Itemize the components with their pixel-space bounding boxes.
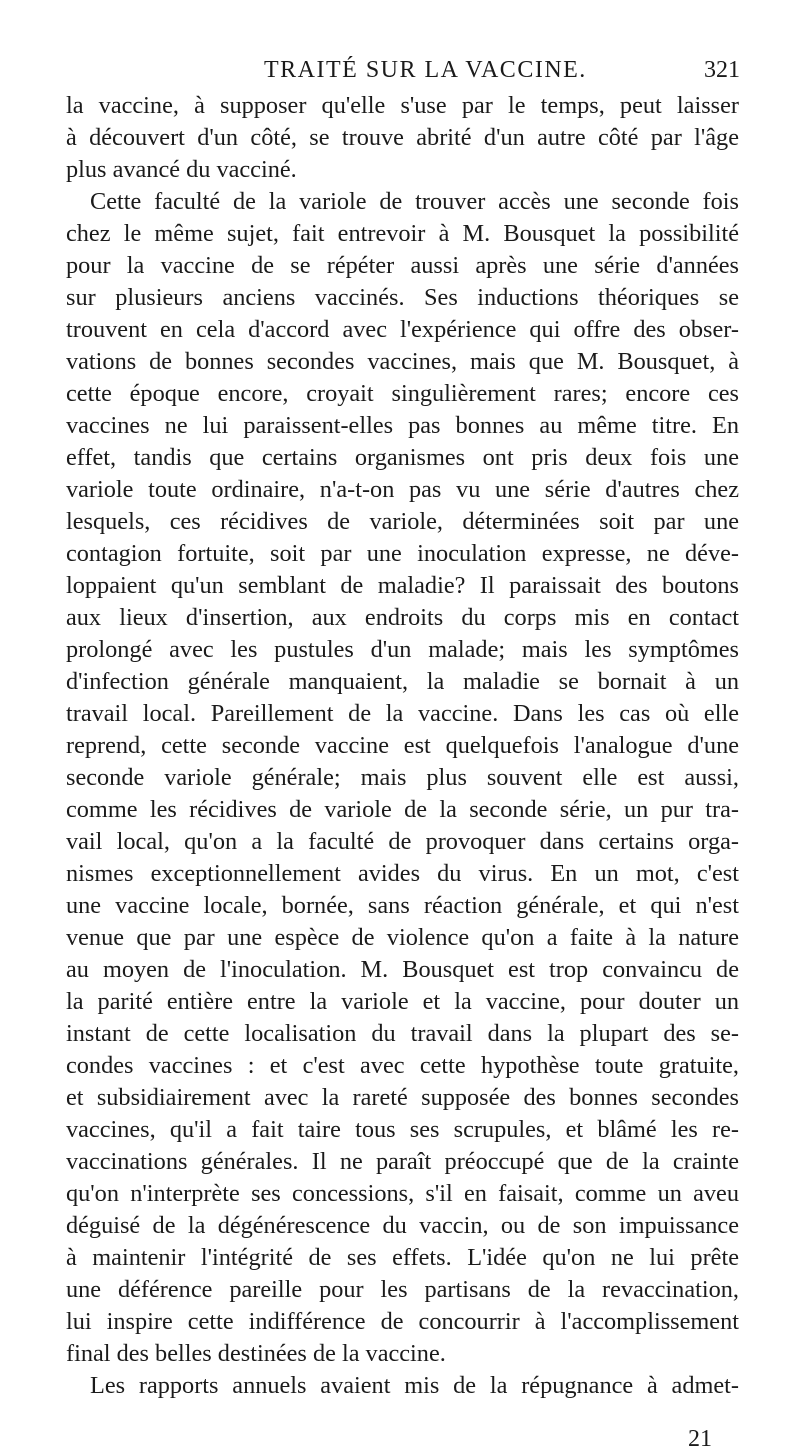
text-line: aux lieux d'insertion, aux endroits du corps mis en contact <box>66 604 739 631</box>
text-line: seconde variole générale; mais plus souvent elle est aussi, <box>66 764 739 791</box>
text-line: une vaccine locale, bornée, sans réaction générale, et qui n'est <box>66 892 739 919</box>
text-line: final des belles destinées de la vaccine. <box>66 1340 446 1367</box>
text-line: au moyen de l'inoculation. M. Bousquet est trop convaincu de <box>66 956 739 983</box>
running-title: TRAITÉ SUR LA VACCINE. <box>264 57 587 83</box>
text-line: variole toute ordinaire, n'a-t-on pas vu une série d'autres chez <box>66 476 739 503</box>
text-line: effet, tandis que certains organismes ont pris deux fois une <box>66 444 739 471</box>
text-line: pour la vaccine de se répéter aussi après une série d'années <box>66 252 739 279</box>
text-line: vaccines, qu'il a fait taire tous ses scrupules, et blâmé les re- <box>66 1116 739 1143</box>
text-line: et subsidiairement avec la rareté supposée des bonnes secondes <box>66 1084 739 1111</box>
text-line: comme les récidives de variole de la seconde série, un pur tra- <box>66 796 739 823</box>
text-line: instant de cette localisation du travail dans la plupart des se- <box>66 1020 739 1047</box>
text-line: lui inspire cette indifférence de concourrir à l'accomplissement <box>66 1308 739 1335</box>
text-line: trouvent en cela d'accord avec l'expérience qui offre des obser- <box>66 316 739 343</box>
text-line: loppaient qu'un semblant de maladie? Il paraissait des boutons <box>66 572 739 599</box>
text-line: d'infection générale manquaient, la maladie se bornait à un <box>66 668 739 695</box>
text-line: vail local, qu'on a la faculté de provoquer dans certains orga- <box>66 828 739 855</box>
text-line: prolongé avec les pustules d'un malade; mais les symptômes <box>66 636 739 663</box>
text-line: cette époque encore, croyait singulièrement rares; encore ces <box>66 380 739 407</box>
text-line: venue que par une espèce de violence qu'on a faite à la nature <box>66 924 739 951</box>
text-line: vaccines ne lui paraissent-elles pas bonnes au même titre. En <box>66 412 739 439</box>
text-line: Cette faculté de la variole de trouver accès une seconde fois <box>90 188 739 215</box>
text-line: vations de bonnes secondes vaccines, mais que M. Bousquet, à <box>66 348 739 375</box>
text-line: vaccinations générales. Il ne paraît préoccupé que de la crainte <box>66 1148 739 1175</box>
text-line: qu'on n'interprète ses concessions, s'il en faisait, comme un aveu <box>66 1180 739 1207</box>
text-line: Les rapports annuels avaient mis de la répugnance à admet- <box>90 1372 739 1399</box>
text-line: condes vaccines : et c'est avec cette hypothèse toute gratuite, <box>66 1052 739 1079</box>
text-line: déguisé de la dégénérescence du vaccin, ou de son impuissance <box>66 1212 739 1239</box>
text-line: à maintenir l'intégrité de ses effets. L'idée qu'on ne lui prête <box>66 1244 739 1271</box>
text-line: reprend, cette seconde vaccine est quelquefois l'analogue d'une <box>66 732 739 759</box>
text-line: la vaccine, à supposer qu'elle s'use par le temps, peut laisser <box>66 92 739 119</box>
text-line: sur plusieurs anciens vaccinés. Ses inductions théoriques se <box>66 284 739 311</box>
signature-mark: 21 <box>688 1426 712 1452</box>
text-line: plus avancé du vacciné. <box>66 156 297 183</box>
text-line: travail local. Pareillement de la vaccine. Dans les cas où elle <box>66 700 739 727</box>
text-line: une déférence pareille pour les partisans de la revaccination, <box>66 1276 739 1303</box>
page-number: 321 <box>704 57 740 83</box>
text-line: chez le même sujet, fait entrevoir à M. Bousquet la possibilité <box>66 220 739 247</box>
text-line: la parité entière entre la variole et la vaccine, pour douter un <box>66 988 739 1015</box>
text-line: contagion fortuite, soit par une inoculation expresse, ne déve- <box>66 540 739 567</box>
text-line: nismes exceptionnellement avides du virus. En un mot, c'est <box>66 860 739 887</box>
text-line: lesquels, ces récidives de variole, déterminées soit par une <box>66 508 739 535</box>
text-line: à découvert d'un côté, se trouve abrité d'un autre côté par l'âge <box>66 124 739 151</box>
